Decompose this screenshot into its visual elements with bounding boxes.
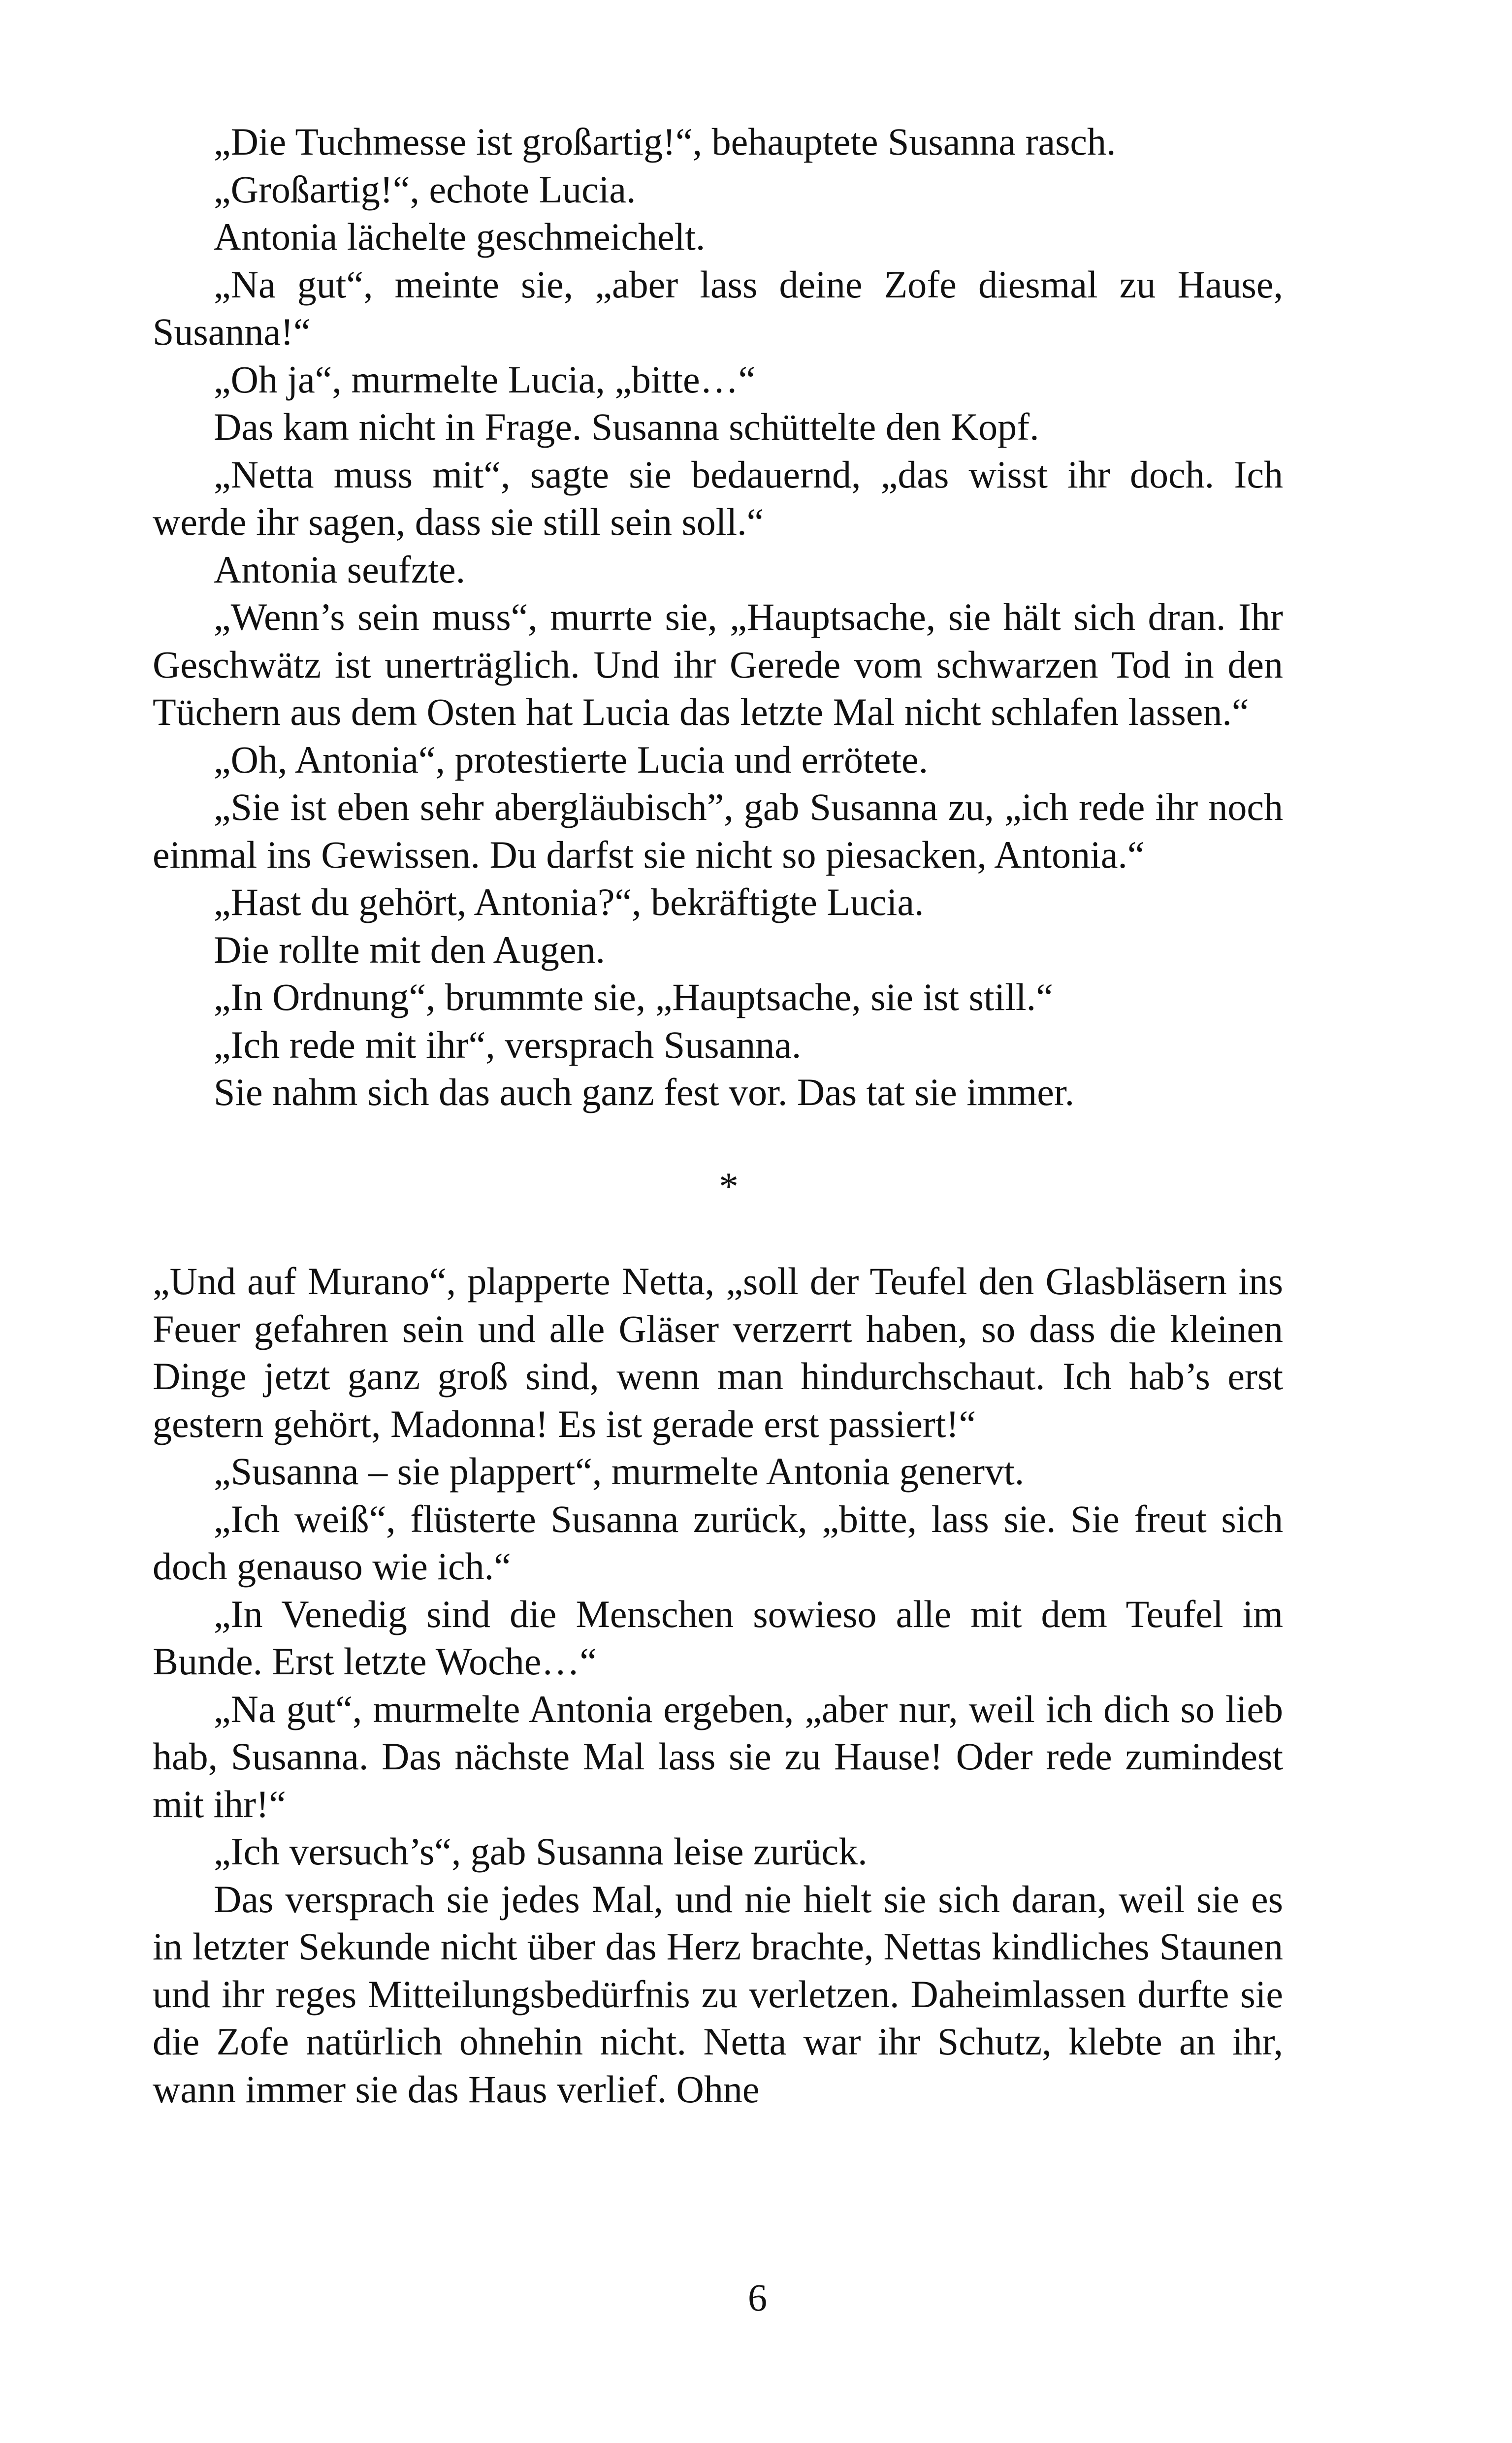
paragraph: „Ich weiß“, flüsterte Susanna zurück, „bitte, lass sie. Sie freut sich doch genauso wie ich.“ xyxy=(153,1497,1283,1588)
paragraph: Das versprach sie jedes Mal, und nie hielt sie sich daran, weil sie es in letzter Sekunde nicht über das Herz brachte, Nettas kindliches Staunen und ihr reges Mitteilungsbedürfnis zu verletzen. Daheimlassen durfte sie die Zofe natürlich ohnehin nicht. Netta war ihr Schutz, klebte an ihr, wann immer sie das Haus verlief. Ohne xyxy=(153,1877,1283,2111)
paragraph: „Netta muss mit“, sagte sie bedauernd, „das wisst ihr doch. Ich werde ihr sagen, dass sie still sein soll.“ xyxy=(153,453,1283,543)
paragraph: „Großartig!“, echote Lucia. xyxy=(214,167,636,211)
paragraph: „Na gut“, murmelte Antonia ergeben, „aber nur, weil ich dich so lieb hab, Susanna. Das nächste Mal lass sie zu Hause! Oder rede zumindest mit ihr!“ xyxy=(153,1687,1283,1825)
paragraph: „Oh, Antonia“, protestierte Lucia und errötete. xyxy=(214,738,929,781)
paragraph: „Ich rede mit ihr“, versprach Susanna. xyxy=(214,1023,802,1066)
paragraph: Antonia lächelte geschmeichelt. xyxy=(214,215,706,258)
page-number: 6 xyxy=(748,2276,767,2319)
paragraph: „In Venedig sind die Menschen sowieso alle mit dem Teufel im Bunde. Erst letzte Woche…“ xyxy=(153,1592,1283,1683)
paragraph: „Und auf Murano“, plapperte Netta, „soll der Teufel den Glasbläsern ins Feuer gefahren sein und alle Gläser verzerrt haben, so dass die kleinen Dinge jetzt ganz groß sind, wenn man hindurchschaut. Ich hab’s erst gestern gehört, Madonna! Es ist gerade erst passiert!“ xyxy=(153,1260,1283,1445)
paragraph: „Wenn’s sein muss“, murrte sie, „Hauptsache, sie hält sich dran. Ihr Geschwätz ist unerträglich. Und ihr Gerede vom schwarzen Tod in den Tüchern aus dem Osten hat Lucia das letzte Mal nicht schlafen lassen.“ xyxy=(153,595,1283,733)
paragraph: „Die Tuchmesse ist großartig!“, behauptete Susanna rasch. xyxy=(214,120,1116,163)
paragraph: „Ich versuch’s“, gab Susanna leise zurück. xyxy=(214,1830,868,1873)
paragraph: Die rollte mit den Augen. xyxy=(214,928,606,971)
paragraph: „Hast du gehört, Antonia?“, bekräftigte Lucia. xyxy=(214,880,924,923)
paragraph: Sie nahm sich das auch ganz fest vor. Das tat sie immer. xyxy=(214,1071,1075,1113)
paragraph: „Oh ja“, murmelte Lucia, „bitte…“ xyxy=(214,358,756,401)
paragraph: „Susanna – sie plappert“, murmelte Antonia genervt. xyxy=(214,1450,1025,1493)
paragraph: „Na gut“, meinte sie, „aber lass deine Zofe diesmal zu Hause, Susanna!“ xyxy=(153,262,1283,353)
body-text xyxy=(153,118,1283,2113)
paragraph: Antonia seufzte. xyxy=(214,548,466,591)
paragraph: „Sie ist eben sehr abergläubisch”, gab Susanna zu, „ich rede ihr noch einmal ins Gewissen. Du darfst sie nicht so piesacken, Antonia.“ xyxy=(153,785,1283,876)
section-separator: * xyxy=(719,1165,739,1208)
paragraph: Das kam nicht in Frage. Susanna schüttelte den Kopf. xyxy=(214,405,1039,448)
paragraph: „In Ordnung“, brummte sie, „Hauptsache, sie ist still.“ xyxy=(214,976,1053,1018)
section-2 xyxy=(153,1258,1283,2113)
section-1 xyxy=(153,118,1283,1116)
